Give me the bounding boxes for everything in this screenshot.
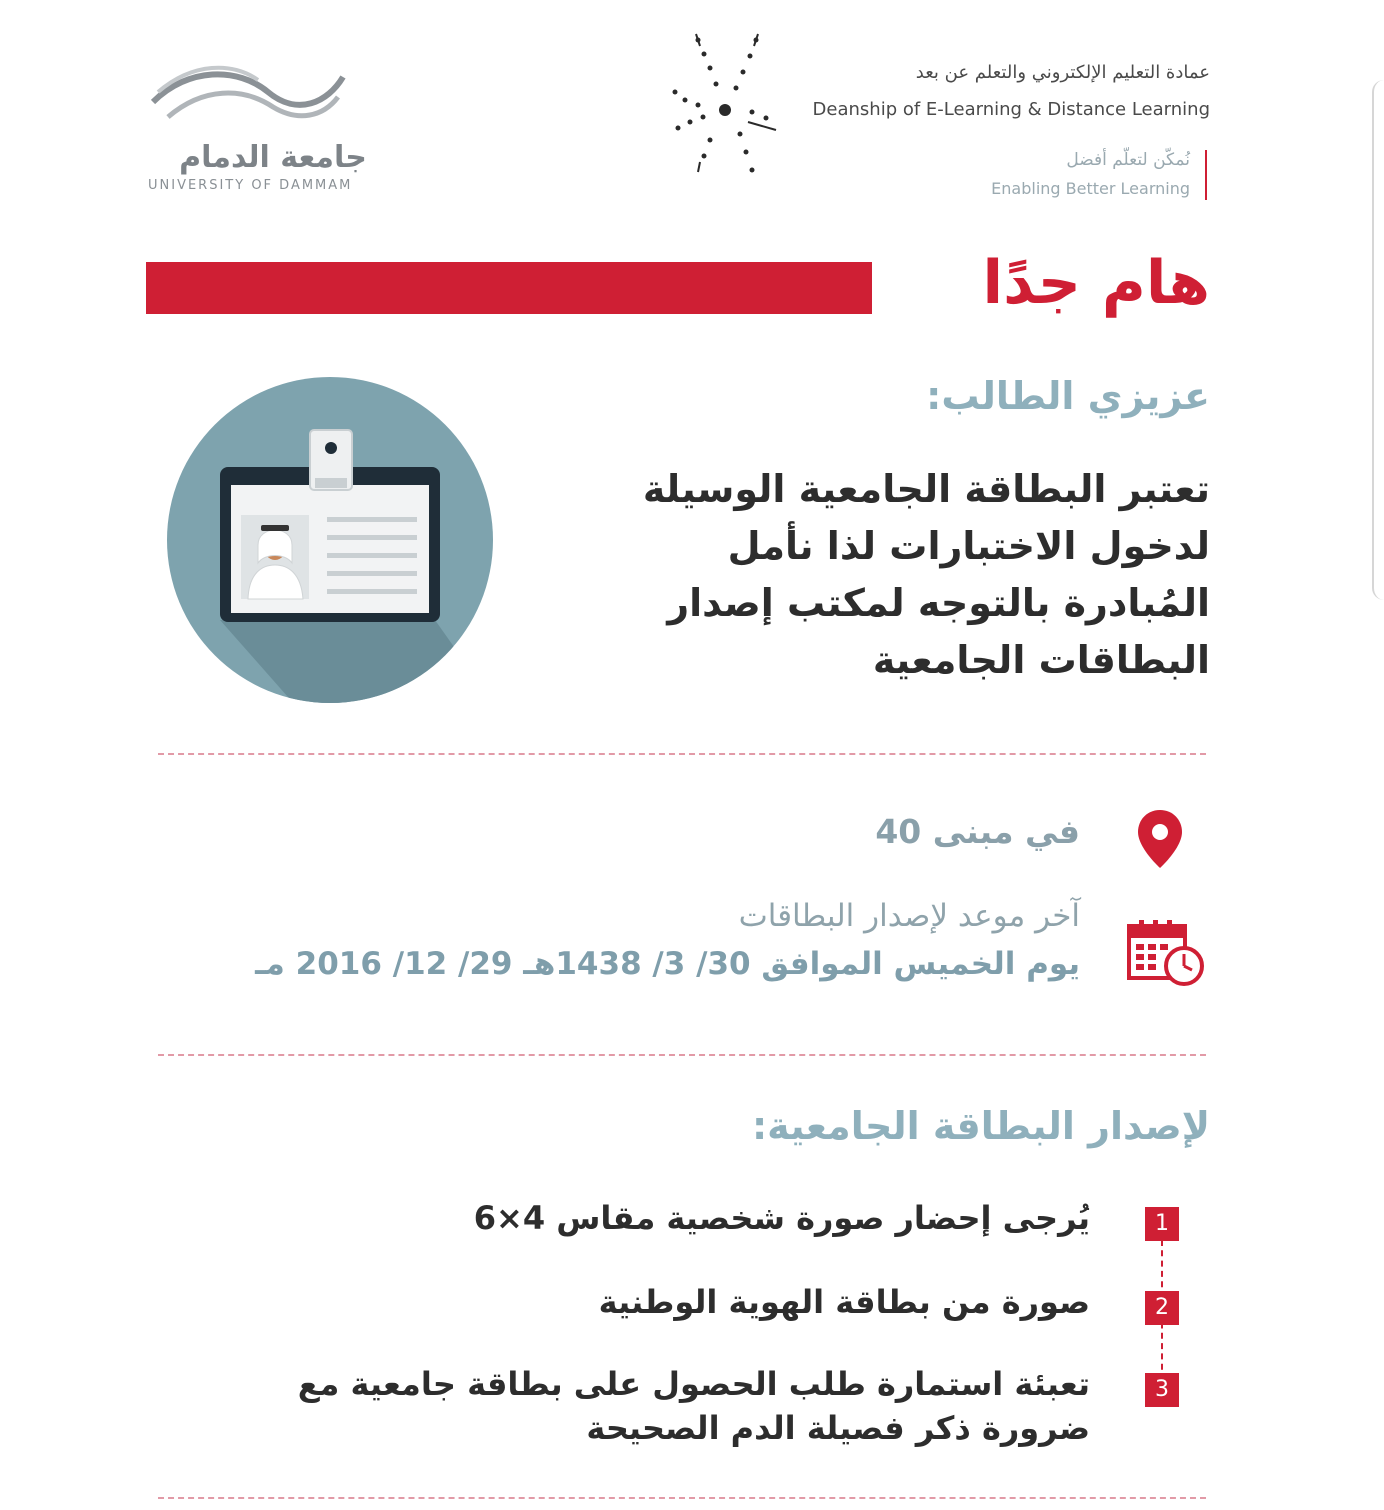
tagline-ar: نُمكّن لتعلّم أفضل xyxy=(1066,150,1190,170)
intro-line: تعتبر البطاقة الجامعية الوسيلة xyxy=(642,467,1210,511)
deanship-name-ar: عمادة التعليم الإلكتروني والتعلم عن بعد xyxy=(915,62,1210,83)
step-text: تعبئة استمارة طلب الحصول على بطاقة جامعية مع xyxy=(297,1365,1090,1403)
id-card-icon xyxy=(165,375,495,705)
tagline-divider xyxy=(1205,150,1207,200)
deadline-date: يوم الخميس الموافق 30/ 3/ 1438هـ 29/ 12/ 2016 مـ xyxy=(255,946,1080,982)
step-number: 3 xyxy=(1145,1373,1179,1407)
section-divider xyxy=(158,1054,1206,1056)
calendar-clock-icon xyxy=(1126,918,1208,990)
step-text: صورة من بطاقة الهوية الوطنية xyxy=(598,1283,1090,1321)
university-wave-icon xyxy=(148,62,348,132)
tagline-en: Enabling Better Learning xyxy=(991,179,1190,198)
title-bar xyxy=(146,262,872,314)
page-edge xyxy=(1372,80,1384,600)
intro-paragraph xyxy=(540,461,1210,689)
issue-heading: لإصدار البطاقة الجامعية: xyxy=(751,1104,1210,1148)
deanship-name-en: Deanship of E-Learning & Distance Learning xyxy=(812,99,1210,120)
greeting: عزيزي الطالب: xyxy=(926,374,1210,418)
step-text: ضرورة ذكر فصيلة الدم الصحيحة xyxy=(586,1409,1090,1447)
step-number: 1 xyxy=(1145,1207,1179,1241)
section-divider xyxy=(158,1497,1206,1499)
location-text: في مبنى 40 xyxy=(875,812,1080,851)
intro-line: المُبادرة بالتوجه لمكتب إصدار xyxy=(667,581,1210,625)
step-text: يُرجى إحضار صورة شخصية مقاس 4×6 xyxy=(473,1199,1090,1237)
intro-line: البطاقات الجامعية xyxy=(872,638,1210,682)
university-name-ar: جامعة الدمام xyxy=(179,140,367,175)
page-title: هام جدًا xyxy=(982,248,1210,318)
deadline-label: آخر موعد لإصدار البطاقات xyxy=(738,898,1080,934)
university-name-en: UNIVERSITY OF DAMMAM xyxy=(148,178,353,193)
location-pin-icon xyxy=(1135,808,1185,870)
section-divider xyxy=(158,753,1206,755)
intro-line: لدخول الاختبارات لذا نأمل xyxy=(727,524,1210,568)
university-logo xyxy=(140,62,410,202)
step-number: 2 xyxy=(1145,1291,1179,1325)
